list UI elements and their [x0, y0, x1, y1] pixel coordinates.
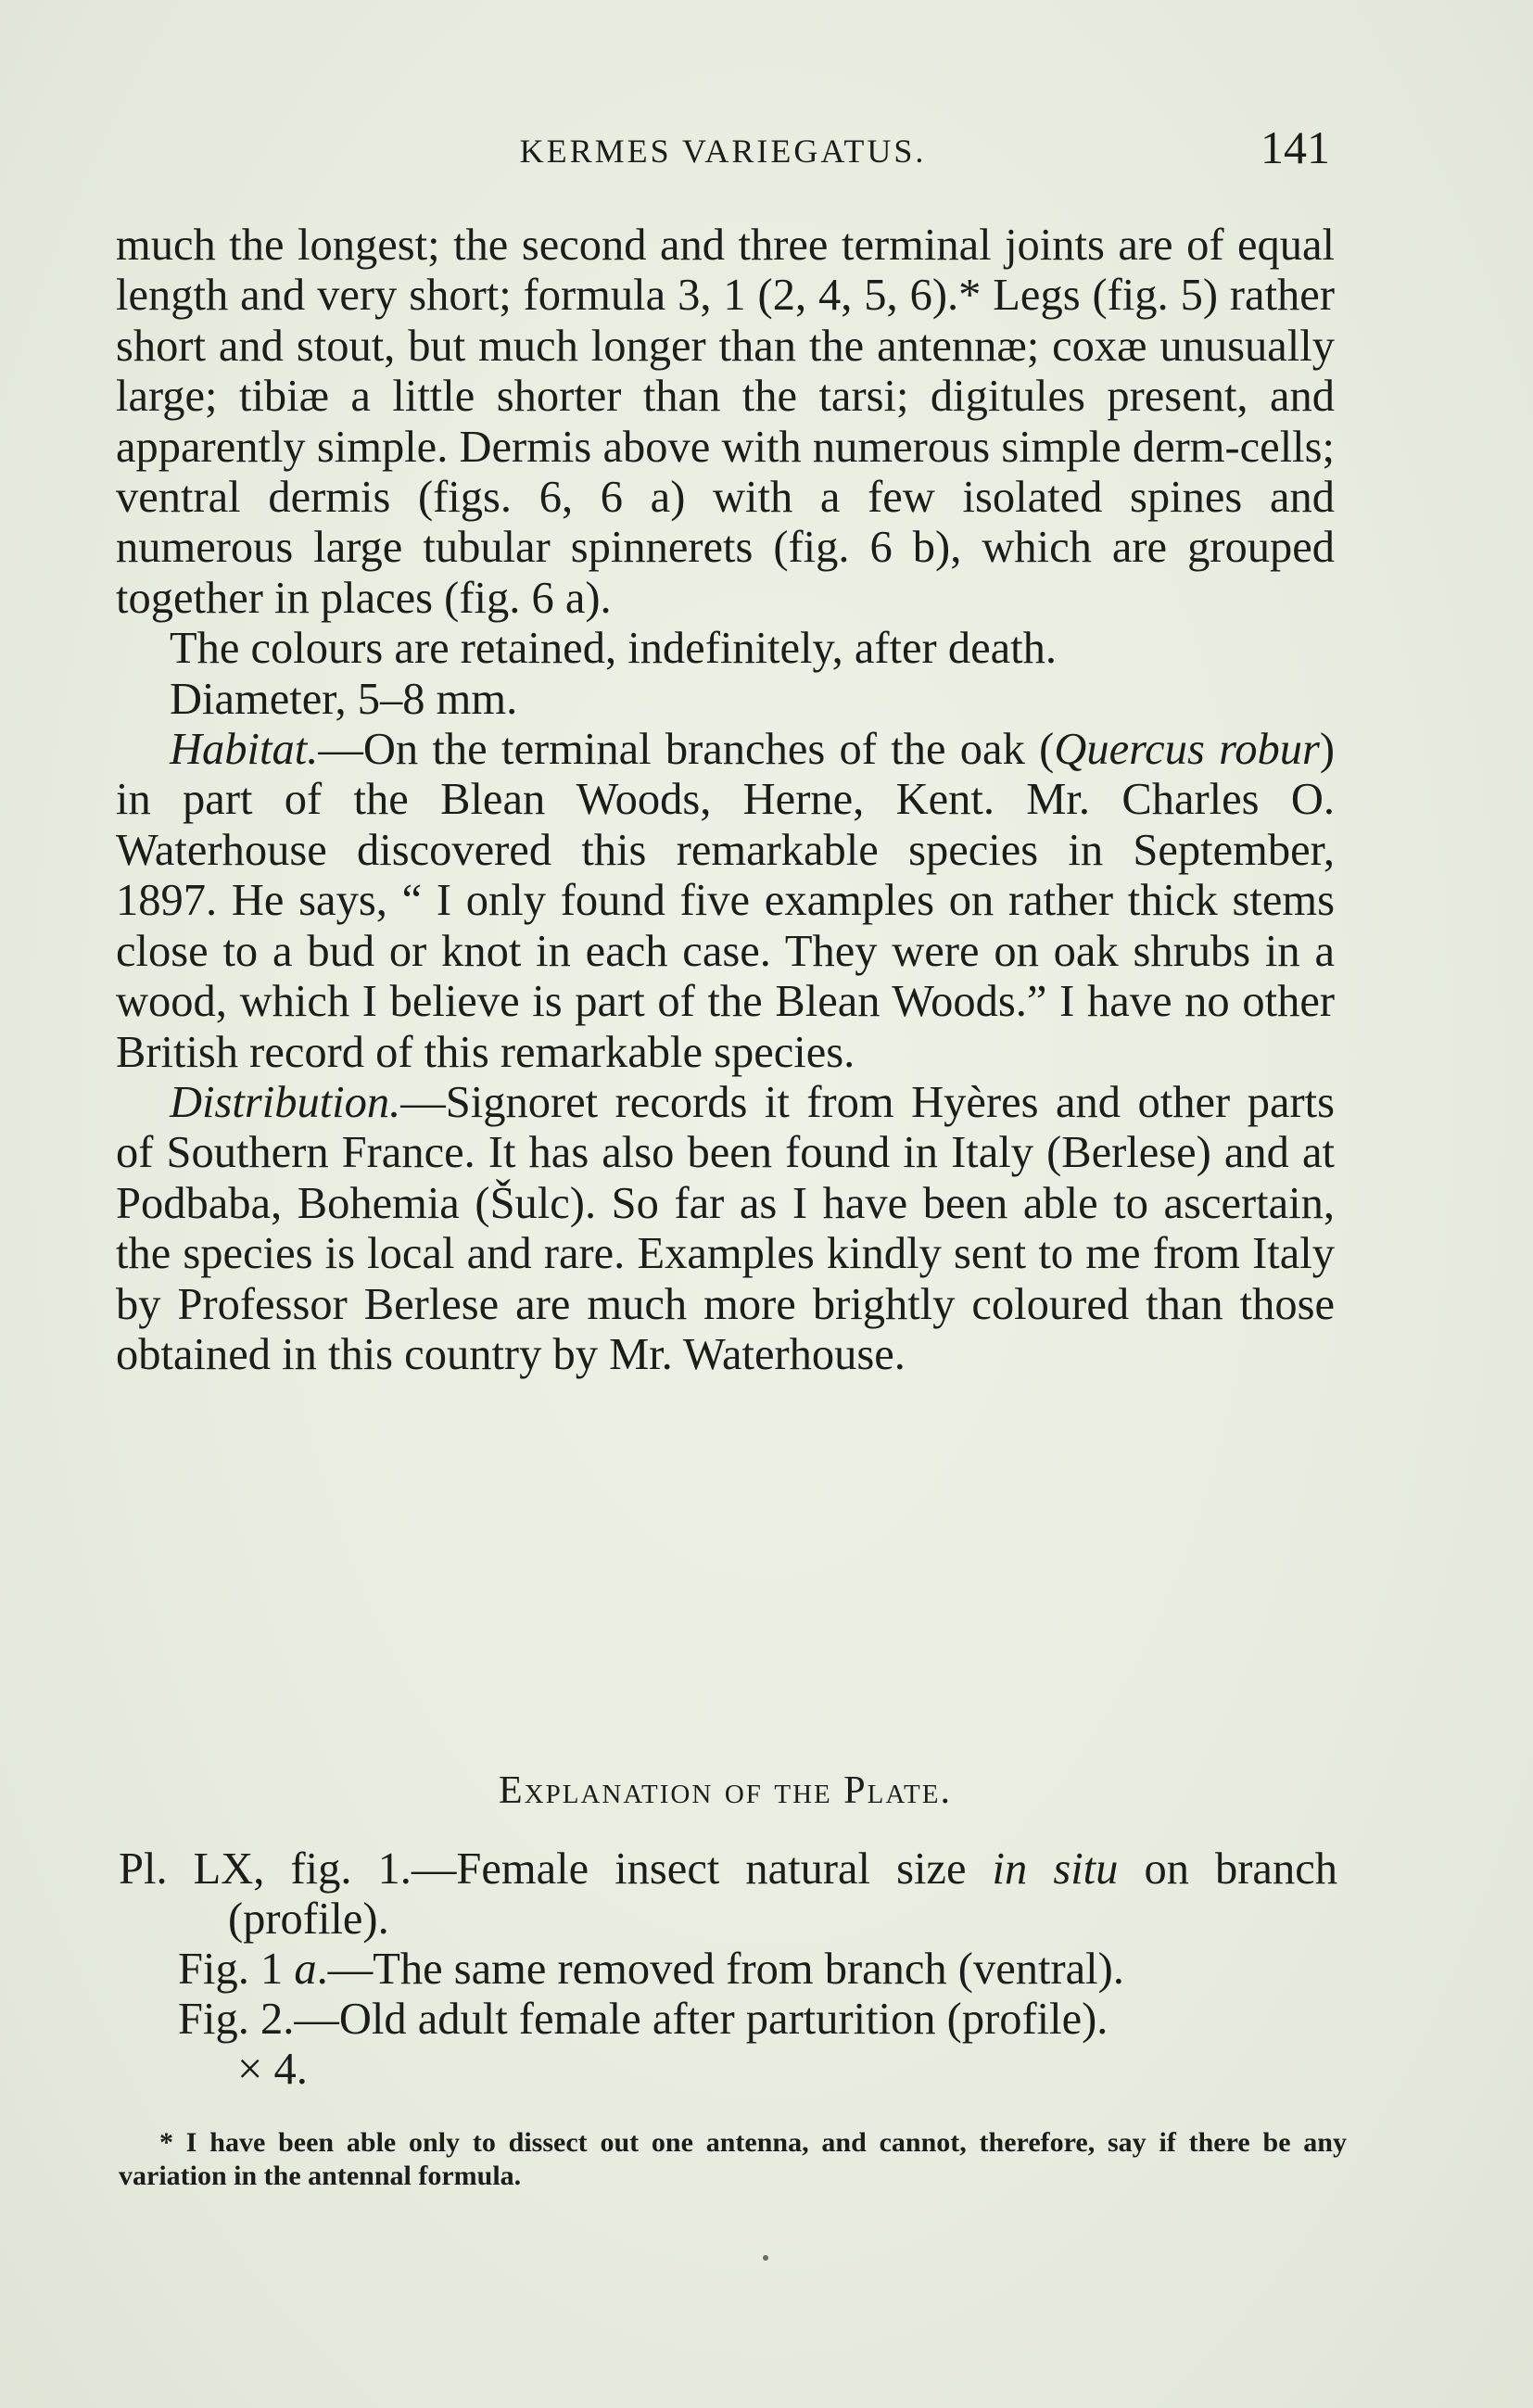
page-speck — [763, 2255, 768, 2261]
plate-caption-fig-1a — [178, 1945, 1337, 1995]
caption-text: Pl. LX, fig. 1.—Female insect natural size — [119, 1844, 993, 1894]
plate-explanation-heading: Explanation of the Plate. — [499, 1769, 952, 1812]
plate-explanation — [119, 1844, 1337, 2095]
caption-italic: a — [294, 1945, 317, 1994]
distribution-label: Distribution. — [170, 1077, 401, 1127]
plate-caption-fig-1 — [119, 1844, 1337, 1945]
plate-caption-scale: × 4. — [237, 2045, 308, 2094]
habitat-label: Habitat. — [170, 725, 319, 775]
caption-text: Fig. 1 — [178, 1945, 295, 1994]
footnote-text: I have been able only to dissect out one antenna, and cannot, therefore, say if there be any variation in the antennal formula. — [119, 2127, 1347, 2191]
habitat-species: Quercus robur — [1054, 725, 1320, 775]
paragraph-habitat — [116, 725, 1335, 1078]
page-header — [116, 120, 1330, 176]
paragraph-colours: The colours are retained, indefinitely, after death. — [170, 624, 1057, 674]
distribution-text: —Signoret records it from Hyères and other parts of Southern France. It has also been found in Italy (Berlese) and at Podbaba, Bohemia (Šulc). So far as I have been able to ascertain, the species is local and rare. Examples kindly sent to me from Italy by Professor Berlese are much more brightly coloured than those obtained in this country by Mr. Waterhouse. — [116, 1077, 1335, 1379]
paragraph-distribution — [116, 1078, 1335, 1380]
habitat-text-rest: ) in part of the Blean Woods, Herne, Kent. Mr. Charles O. Waterhouse discovered this remarkable species in September, 1897. He says, “ I only found five examples on rather thick stems close to a bud or knot in each case. They were on oak shrubs in a wood, which I believe is part of the Blean Woods.” I have no other British record of this remarkable species. — [116, 725, 1335, 1077]
habitat-text-start: —On the terminal branches of the oak ( — [318, 725, 1055, 775]
plate-caption-fig-2: Fig. 2.—Old adult female after parturition (profile). — [178, 1995, 1109, 2044]
footnote-marker: * — [159, 2127, 173, 2158]
caption-text-end: .—The same removed from branch (ventral). — [316, 1945, 1124, 1994]
footnote — [119, 2126, 1347, 2193]
caption-text-end: on branch (profile). — [228, 1844, 1337, 1944]
paragraph-antennae-description: much the longest; the second and three terminal joints are of equal length and very short; formula 3, 1 (2, 4, 5, 6).* Legs (fig. 5) rather short and stout, but much longer than the antennæ; coxæ unusually large; tibiæ a little shorter than the tarsi; digitules present, and apparently simple. Dermis above with numerous simple derm-cells; ventral dermis (figs. 6, 6 a) with a few isolated spines and numerous large tubular spinnerets (fig. 6 b), which are grouped together in places (fig. 6 a). — [116, 221, 1335, 623]
running-title: KERMES VARIEGATUS. — [519, 133, 927, 170]
main-text — [116, 221, 1335, 1380]
paragraph-diameter: Diameter, 5–8 mm. — [170, 674, 518, 724]
caption-italic: in situ — [992, 1844, 1119, 1894]
page-number: 141 — [1261, 121, 1330, 173]
